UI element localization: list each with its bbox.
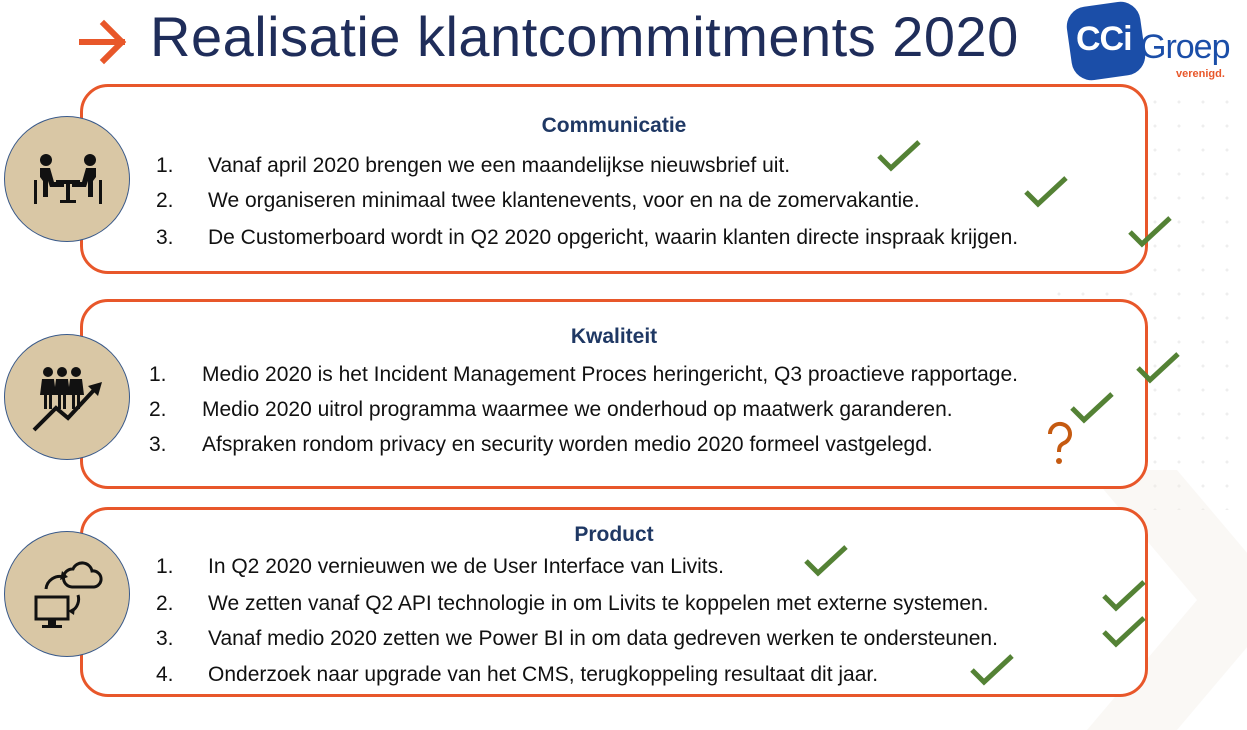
list-item: We zetten vanaf Q2 API technologie in om Livits te koppelen met externe systemen. <box>208 592 989 615</box>
logo-mark-text: CCi <box>1076 20 1132 58</box>
item-number: 1. <box>156 555 174 578</box>
product-icon-circle <box>4 531 130 657</box>
item-number: 2. <box>156 592 174 615</box>
check-icon <box>968 652 1016 688</box>
list-item: Vanaf april 2020 brengen we een maandelijkse nieuwsbrief uit. <box>208 154 791 177</box>
cloud-computer-sync-icon <box>28 555 108 635</box>
item-number: 1. <box>156 154 174 177</box>
item-number: 3. <box>156 627 174 650</box>
item-number: 3. <box>149 433 167 456</box>
check-icon <box>1100 614 1148 650</box>
team-growth-icon <box>28 358 108 438</box>
item-number: 3. <box>156 226 174 249</box>
list-item: We organiseren minimaal twee klantenevents, voor en na de zomervakantie. <box>208 189 920 212</box>
list-item: Vanaf medio 2020 zetten we Power BI in om data gedreven werken te ondersteunen. <box>208 627 998 650</box>
list-item: Medio 2020 is het Incident Management Proces heringericht, Q3 proactieve rapportage. <box>202 363 1018 386</box>
item-number: 4. <box>156 663 174 686</box>
check-icon <box>1022 174 1070 210</box>
list-item: De Customerboard wordt in Q2 2020 opgericht, waarin klanten directe inspraak krijgen. <box>208 226 1019 249</box>
logo-tagline: verenigd. <box>1176 68 1225 80</box>
slide-title: Realisatie klantcommitments 2020 <box>150 5 1019 68</box>
check-icon <box>802 543 850 579</box>
question-mark-icon <box>1042 420 1078 468</box>
section-kwaliteit <box>80 299 1148 489</box>
section-communicatie <box>80 84 1148 274</box>
check-icon <box>1100 578 1148 614</box>
item-number: 2. <box>149 398 167 421</box>
logo-name-text: Groep <box>1140 28 1230 66</box>
list-item: Medio 2020 uitrol programma waarmee we onderhoud op maatwerk garanderen. <box>202 398 953 421</box>
check-icon <box>1134 350 1182 386</box>
section-heading: Product <box>574 523 654 546</box>
meeting-people-icon <box>28 140 108 220</box>
section-heading: Kwaliteit <box>570 325 658 348</box>
list-item: Onderzoek naar upgrade van het CMS, terugkoppeling resultaat dit jaar. <box>208 663 879 686</box>
item-number: 1. <box>149 363 167 386</box>
list-item: Afspraken rondom privacy en security worden medio 2020 formeel vastgelegd. <box>202 433 933 456</box>
check-icon <box>1126 214 1174 250</box>
arrow-right-icon <box>78 18 130 66</box>
check-icon <box>875 138 923 174</box>
section-heading: Communicatie <box>541 114 687 137</box>
list-item: In Q2 2020 vernieuwen we de User Interface van Livits. <box>208 555 724 578</box>
item-number: 2. <box>156 189 174 212</box>
company-logo <box>1066 4 1242 86</box>
communicatie-icon-circle <box>4 116 130 242</box>
kwaliteit-icon-circle <box>4 334 130 460</box>
